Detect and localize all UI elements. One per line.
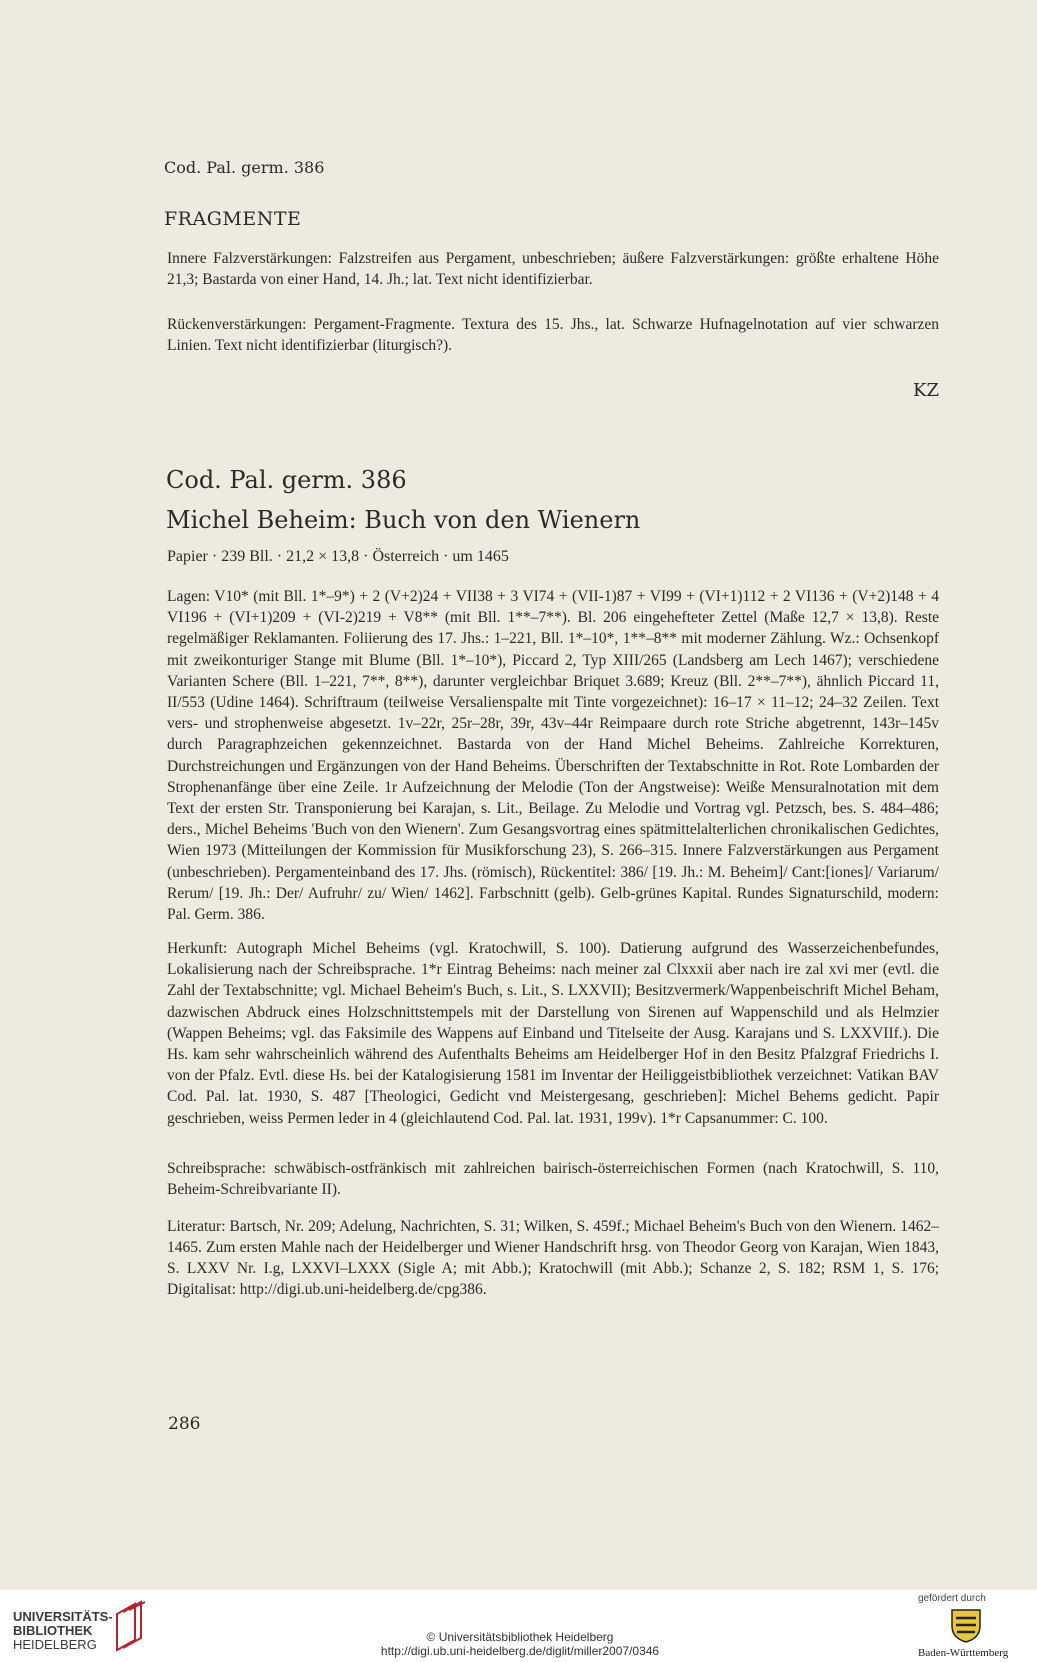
fragment-paragraph-2: Rückenverstärkungen: Pergament-Fragmente. Textura des 15. Jhs., lat. Schwarze Hufnagelnotation auf vier schwarzen Linien. Text nicht identifizierbar (liturgisch?). (167, 316, 939, 354)
copyright-text: © Universitätsbibliothek Heidelberg (426, 1630, 614, 1644)
entry-description: Papier · 239 Bll. · 21,2 × 13,8 · Österreich · um 1465 (167, 548, 509, 565)
library-logo-mark-icon (113, 1600, 147, 1652)
herkunft-paragraph: Herkunft: Autograph Michel Beheims (vgl. Kratochwill, S. 100). Datierung aufgrund des Wasserzeichenbefundes, Lokalisierung nach der Schreibsprache. 1*r Eintrag Beheims: nach meiner zal Clxxxii aber nach ire zal xvi mer (evtl. die Zahl der Textabschnitte; vgl. Michael Beheim's Buch, s. Lit., S. LXXVII); Besitzvermerk/Wappenbeischrift Michel Beham, dazwischen Abdruck eines Holzschnittstempels mit der Darstellung von Sirenen auf Wappenschild und als Helmzier (Wappen Beheims; vgl. das Faksimile des Wappens auf Einband und Titelseite der Ausg. Karajans und S. LXXVIIf.). Die Hs. kam sehr wahrscheinlich während des Aufenthalts Beheims am Heidelberger Hof in den Besitz Pfalzgraf Friedrichs I. von der Pfalz. Evtl. diese Hs. bei der Katalogisierung 1581 im Inventar der Heiliggeistbibliothek verzeichnet: Vatikan BAV Cod. Pal. lat. 1930, S. 487 [Theologici, Gedicht vnd Meistergesang, geschrieben]: Michel Behems gedicht. Papir geschrieben, weiss Permen leder in 4 (gleichlautend Cod. Pal. lat. 1931, 199v). 1*r Capsanummer: C. 100. (167, 940, 939, 1127)
coat-of-arms-icon (946, 1606, 986, 1644)
footer-credits (340, 1630, 700, 1658)
running-header: Cod. Pal. germ. 386 (164, 158, 325, 177)
permalink[interactable]: http://digi.ub.uni-heidelberg.de/diglit/miller2007/0346 (380, 1644, 660, 1658)
logo-line-1: UNIVERSITÄTS- (13, 1609, 113, 1624)
logo-line-3: HEIDELBERG (13, 1637, 97, 1652)
author-signature: KZ (913, 380, 939, 401)
entry-title: Cod. Pal. germ. 386 (166, 466, 407, 494)
literatur-paragraph: Literatur: Bartsch, Nr. 209; Adelung, Nachrichten, S. 31; Wilken, S. 459f.; Michael Beheim's Buch von den Wienern. 1462–1465. Zum ersten Mahle nach der Heidelberger und Wiener Handschrift hrsg. von Theodor Georg von Karajan, Wien 1843, S. LXXV Nr. I.g, LXXVI–LXXX (Sigle A; mit Abb.); Kratochwill (mit Abb.); Schanze 2, S. 182; RSM 1, S. 176; Digitalisat: http://digi.ub.uni-heidelberg.de/cpg386. (167, 1218, 939, 1298)
page-number: 286 (168, 1414, 201, 1434)
entry-subtitle: Michel Beheim: Buch von den Wienern (166, 506, 641, 534)
funded-by-label: gefördert durch (918, 1593, 986, 1604)
lagen-paragraph: Lagen: V10* (mit Bll. 1*–9*) + 2 (V+2)24 + VII38 + 3 VI74 + (VII-1)87 + VI99 + (VI+1)112 + 2 VI136 + (V+2)148 + 4 VI196 + (VI+1)209 + (VI-2)219 + V8** (mit Bll. 1**–7**). Bl. 206 eingehefteter Zettel (Maße 12,7 × 13,8). Reste regelmäßiger Reklamanten. Foliierung des 17. Jhs.: 1–221, Bll. 1*–10*, 1**–8** mit moderner Zählung. Wz.: Ochsenkopf mit zweikonturiger Stange mit Blume (Bll. 1*–10*), Piccard 2, Typ XIII/265 (Landsberg am Lech 1467); verschiedene Varianten Schere (Bll. 1–221, 7**, 8**), darunter vergleichbar Briquet 3.689; Kreuz (Bll. 2**–7**), ähnlich Piccard 11, II/553 (Udine 1464). Schriftraum (teilweise Versalienspalte mit Tinte vorgezeichnet): 16–17 × 11–12; 24–32 Zeilen. Text vers- und strophenweise abgesetzt. 1v–22r, 25r–28r, 39r, 43v–44r Reimpaare durch rote Striche abgetrennt, 143r–145v durch Paragraphzeichen gekennzeichnet. Bastarda von der Hand Michel Beheims. Zahlreiche Korrekturen, Durchstreichungen und Ergänzungen von der Hand Beheims. Überschriften der Textabschnitte in Rot. Rote Lombarden der Strophenanfänge über eine Zeile. 1r Aufzeichnung der Melodie (Ton der Angstweise): Weiße Mensuralnotation mit dem Text der ersten Str. Transponierung bei Karajan, s. Lit., Beilage. Zu Melodie und Vortrag vgl. Petzsch, bes. S. 484–486; ders., Michel Beheims 'Buch von den Wienern'. Zum Gesangsvortrag eines spätmittelalterlichen chronikalischen Gedichtes, Wien 1973 (Mitteilungen der Kommission für Musikforschung 23), S. 266–315. Innere Falzverstärkungen aus Pergament (unbeschrieben). Pergamenteinband des 17. Jhs. (römisch), Rückentitel: 386/ [19. Jh.: M. Beheim]/ Cant:[iones]/ Variarum/ Rerum/ [19. Jh.: Der/ Aufruhr/ zu/ Wien/ 1462]. Farbschnitt (gelb). Gelb-grünes Kapital. Rundes Signaturschild, modern: Pal. Germ. 386. (167, 588, 939, 924)
logo-line-2: BIBLIOTHEK (13, 1623, 93, 1638)
funder-name: Baden-Württemberg (918, 1647, 1009, 1659)
schreibsprache-paragraph: Schreibsprache: schwäbisch-ostfränkisch mit zahlreichen bairisch-österreichischen Formen (nach Kratochwill, S. 110, Beheim-Schreibvariante II). (167, 1160, 939, 1198)
fragment-paragraph-1: Innere Falzverstärkungen: Falzstreifen aus Pergament, unbeschrieben; äußere Falzverstärkungen: größte erhaltene Höhe 21,3; Bastarda von einer Hand, 14. Jh.; lat. Text nicht identifizierbar. (167, 250, 939, 288)
section-heading-fragmente: FRAGMENTE (164, 208, 302, 230)
library-logo[interactable] (13, 1610, 113, 1652)
